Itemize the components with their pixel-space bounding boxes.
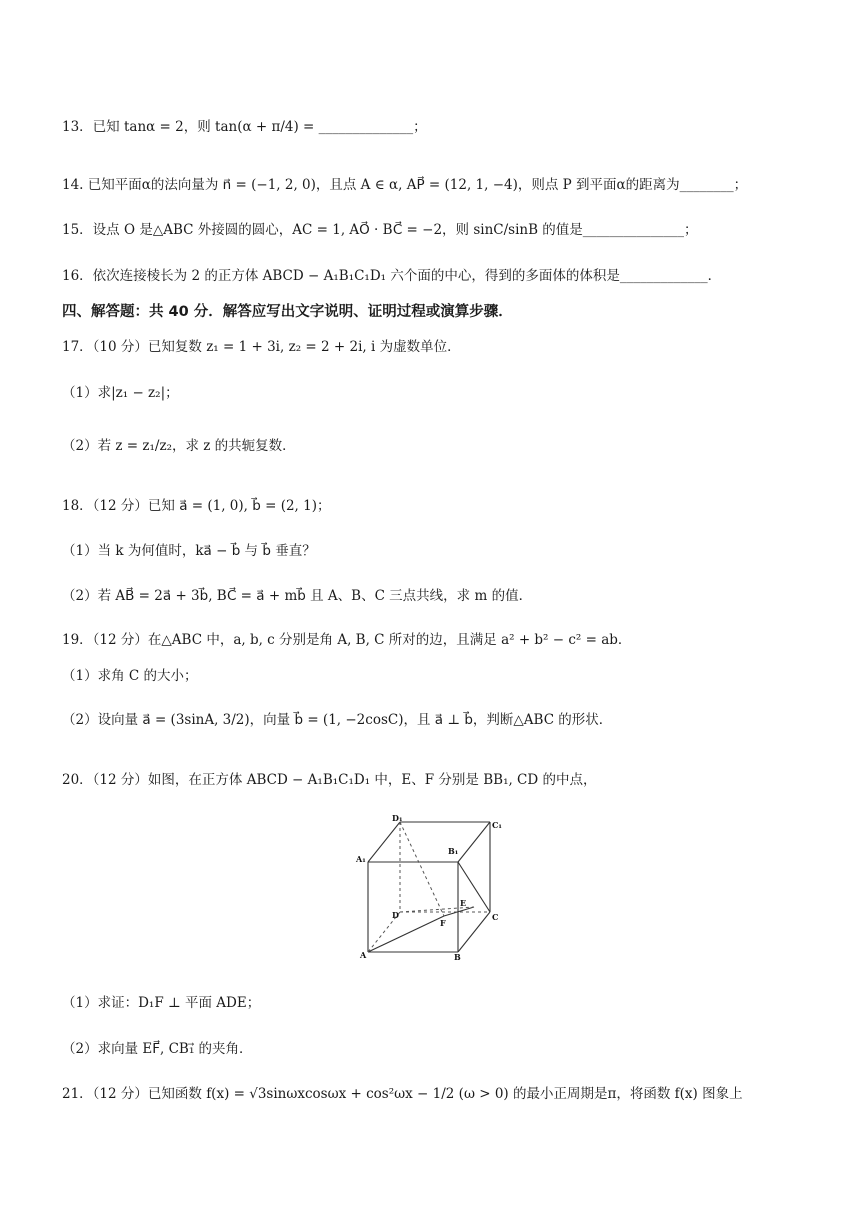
line-q20-2: （2）求向量 EF⃗, CB₁⃗ 的夹角． [62, 1041, 253, 1057]
line-q17-2: （2）若 z = z₁/z₂，求 z 的共轭复数． [62, 438, 296, 454]
line-q20: 20．（12 分）如图，在正方体 ABCD − A₁B₁C₁D₁ 中，E、F 分别是 BB₁, CD 的中点， [62, 772, 597, 788]
line-q18-2: （2）若 AB⃗ = 2a⃗ + 3b⃗, BC⃗ = a⃗ + mb⃗ 且 A、B、C 三点共线，求 m 的值． [62, 588, 533, 604]
line-q18: 18．（12 分）已知 a⃗ = (1, 0), b⃗ = (2, 1)； [62, 498, 331, 514]
label-B1: B₁ [448, 846, 459, 856]
line-q19: 19．（12 分）在△ABC 中，a, b, c 分别是角 A, B, C 所对的边，且满足 a² + b² − c² = ab． [62, 632, 632, 648]
label-A: A [360, 950, 367, 960]
line-q21: 21．（12 分）已知函数 f(x) = √3sinωxcosωx + cos²ωx − 1/2 (ω > 0) 的最小正周期是π，将函数 f(x) 图象上 [62, 1086, 743, 1102]
label-D: D [392, 910, 399, 920]
line-q14: 14. 已知平面α的法向量为 n⃗ = (−1, 2, 0)，且点 A ∈ α, AP⃗ = (12, 1, −4)，则点 P 到平面α的距离为________； [62, 177, 748, 193]
label-E: E [460, 898, 467, 908]
section-heading: 四、解答题：共 40 分．解答应写出文字说明、证明过程或演算步骤． [62, 304, 513, 320]
label-B: B [454, 952, 461, 962]
line-q13: 13．已知 tanα = 2，则 tan(α + π/4) = ______________； [62, 119, 427, 135]
label-D1: D₁ [392, 813, 403, 823]
line-q17-1: （1）求|z₁ − z₂|； [62, 385, 179, 401]
label-C1: C₁ [492, 820, 502, 830]
cube-figure [344, 812, 514, 962]
line-q17: 17．（10 分）已知复数 z₁ = 1 + 3i, z₂ = 2 + 2i, i 为虚数单位． [62, 339, 461, 355]
label-A1: A₁ [356, 854, 366, 864]
label-F: F [440, 918, 446, 928]
line-q19-1: （1）求角 C 的大小； [62, 668, 198, 684]
line-q20-1: （1）求证：D₁F ⊥ 平面 ADE； [62, 995, 261, 1011]
line-q19-2: （2）设向量 a⃗ = (3sinA, 3/2)，向量 b⃗ = (1, −2cosC)，且 a⃗ ⊥ b⃗，判断△ABC 的形状． [62, 712, 613, 728]
line-q16: 16．依次连接棱长为 2 的正方体 ABCD − A₁B₁C₁D₁ 六个面的中心，得到的多面体的体积是_____________． [62, 268, 722, 284]
label-C: C [492, 912, 499, 922]
line-q18-1: （1）当 k 为何值时，ka⃗ − b⃗ 与 b⃗ 垂直？ [62, 543, 316, 559]
line-q15: 15．设点 O 是△ABC 外接圆的圆心，AC = 1, AO⃗ · BC⃗ = −2，则 sinC/sinB 的值是_______________； [62, 222, 698, 238]
